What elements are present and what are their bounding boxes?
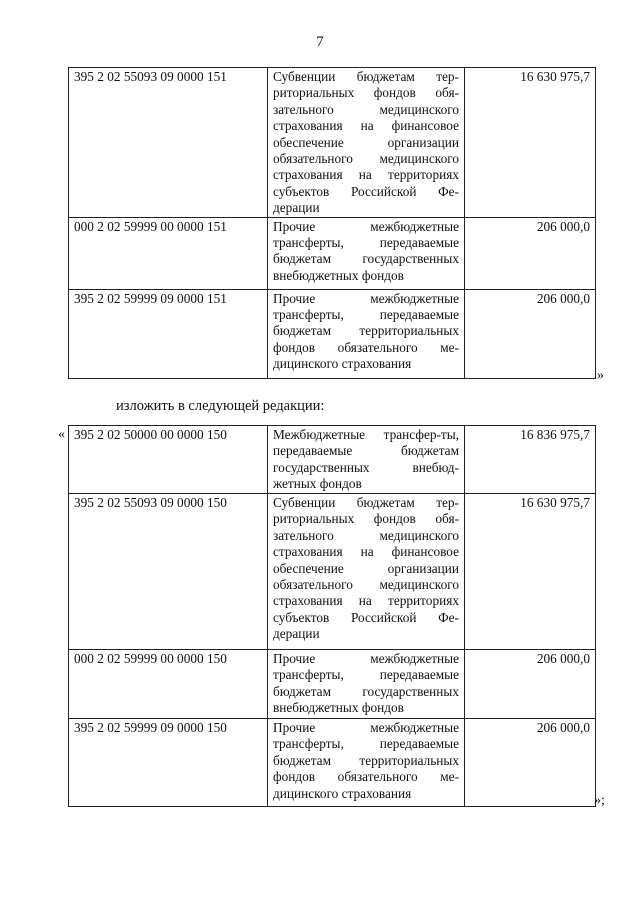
description-cell: Прочие межбюджетные трансферты, передаваемые бюджетам государственных внебюджетных фондов <box>268 650 465 719</box>
intro-text: изложить в следующей редакции: <box>116 398 325 414</box>
table-row <box>69 68 596 218</box>
table-row <box>69 426 596 494</box>
budget-table-original <box>68 67 596 379</box>
description-cell: Прочие межбюджетные трансферты, передаваемые бюджетам территориальных фондов обязательного ме-дицинского страхования <box>268 719 465 807</box>
amount-cell: 16 630 975,7 <box>465 494 596 650</box>
amount-cell: 206 000,0 <box>465 289 596 378</box>
budget-code-cell: 395 2 02 59999 09 0000 150 <box>69 719 268 807</box>
description-cell: Межбюджетные трансфер-ты, передаваемые бюджетам государственных внебюд-жетных фондов <box>268 426 465 494</box>
amount-cell: 16 630 975,7 <box>465 68 596 218</box>
amount-cell: 206 000,0 <box>465 719 596 807</box>
budget-code-cell: 395 2 02 55093 09 0000 150 <box>69 494 268 650</box>
table-row <box>69 494 596 650</box>
budget-code-cell: 395 2 02 50000 00 0000 150 <box>69 426 268 494</box>
table-row <box>69 289 596 378</box>
closing-quote: » <box>597 368 604 383</box>
amount-cell: 206 000,0 <box>465 217 596 289</box>
description-cell: Субвенции бюджетам тер-риториальных фондов обя-зательного медицинского страхования на финансовое обеспечение организации обязательного медицинского страхования на территориях субъектов Российской Фе-дерации <box>268 68 465 218</box>
page-number: 7 <box>316 34 324 50</box>
description-cell: Прочие межбюджетные трансферты, передаваемые бюджетам государственных внебюджетных фондов <box>268 217 465 289</box>
table-row <box>69 719 596 807</box>
closing-quote-semicolon: »; <box>594 793 605 808</box>
description-cell: Субвенции бюджетам тер-риториальных фондов обя-зательного медицинского страхования на финансовое обеспечение организации обязательного медицинского страхования на территориях субъектов Российской Фе-дерации <box>268 494 465 650</box>
table-row <box>69 217 596 289</box>
budget-code-cell: 000 2 02 59999 00 0000 151 <box>69 217 268 289</box>
budget-code-cell: 000 2 02 59999 00 0000 150 <box>69 650 268 719</box>
amount-cell: 206 000,0 <box>465 650 596 719</box>
budget-code-cell: 395 2 02 55093 09 0000 151 <box>69 68 268 218</box>
budget-code-cell: 395 2 02 59999 09 0000 151 <box>69 289 268 378</box>
opening-quote: « <box>58 427 65 442</box>
amount-cell: 16 836 975,7 <box>465 426 596 494</box>
description-cell: Прочие межбюджетные трансферты, передаваемые бюджетам территориальных фондов обязательного ме-дицинского страхования <box>268 289 465 378</box>
budget-table-revised <box>68 425 596 807</box>
table-row <box>69 650 596 719</box>
